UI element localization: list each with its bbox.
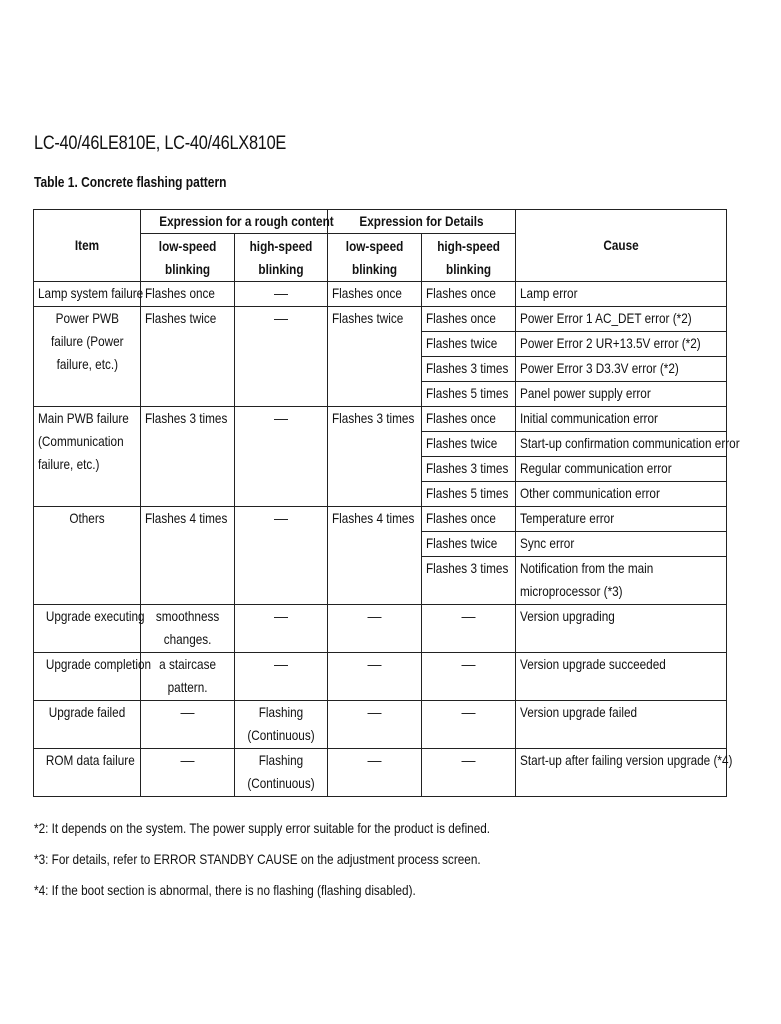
- detail-low-cell: Flashes once: [328, 282, 422, 307]
- footnotes: [34, 813, 577, 906]
- item-cell: ROM data failure: [34, 749, 141, 797]
- detail-high-cell: Flashes twice: [422, 332, 516, 357]
- item-cell: Power PWB failure (Power failure, etc.): [34, 307, 141, 407]
- item-cell: Others: [34, 507, 141, 605]
- detail-high-cell: Flashes 5 times: [422, 382, 516, 407]
- rough-high-cell: —: [235, 507, 328, 605]
- table-row: [34, 653, 727, 701]
- rough-low-cell: —: [141, 749, 235, 797]
- detail-high-cell: Flashes twice: [422, 432, 516, 457]
- cause-cell: Initial communication error: [516, 407, 727, 432]
- rough-high-cell: —: [235, 605, 328, 653]
- detail-low-cell: —: [328, 653, 422, 701]
- item-cell: Upgrade executing: [34, 605, 141, 653]
- table-row: [34, 307, 727, 332]
- table-row: [34, 282, 727, 307]
- detail-high-cell: Flashes once: [422, 507, 516, 532]
- rough-low-cell: Flashes 4 times: [141, 507, 235, 605]
- rough-high-cell: —: [235, 307, 328, 407]
- cause-cell: Sync error: [516, 532, 727, 557]
- header-details-high-speed: high-speed blinking: [422, 234, 516, 282]
- rough-low-cell: Flashes twice: [141, 307, 235, 407]
- rough-high-cell: —: [235, 653, 328, 701]
- item-cell: Lamp system failure: [34, 282, 141, 307]
- item-cell: Upgrade completion: [34, 653, 141, 701]
- cause-cell: Regular communication error: [516, 457, 727, 482]
- detail-high-cell: —: [422, 605, 516, 653]
- cause-cell: Temperature error: [516, 507, 727, 532]
- header-item: Item: [34, 210, 141, 282]
- detail-high-cell: Flashes twice: [422, 532, 516, 557]
- flashing-pattern-table: [33, 209, 740, 797]
- header-details-group: Expression for Details: [328, 210, 516, 234]
- detail-high-cell: Flashes 3 times: [422, 557, 516, 605]
- rough-high-cell: Flashing (Continuous): [235, 749, 328, 797]
- cause-cell: Start-up confirmation communication error: [516, 432, 727, 457]
- detail-low-cell: —: [328, 701, 422, 749]
- detail-high-cell: Flashes once: [422, 407, 516, 432]
- detail-high-cell: Flashes 3 times: [422, 457, 516, 482]
- detail-high-cell: Flashes once: [422, 282, 516, 307]
- rough-low-cell: smoothness changes.: [141, 605, 235, 653]
- rough-high-cell: —: [235, 407, 328, 507]
- rough-low-cell: Flashes once: [141, 282, 235, 307]
- detail-low-cell: —: [328, 749, 422, 797]
- header-rough-low-speed: low-speed blinking: [141, 234, 235, 282]
- detail-low-cell: Flashes 3 times: [328, 407, 422, 507]
- page-title: LC-40/46LE810E, LC-40/46LX810E: [34, 133, 287, 154]
- footnote: *3: For details, refer to ERROR STANDBY CAUSE on the adjustment process screen.: [34, 851, 481, 867]
- detail-high-cell: —: [422, 701, 516, 749]
- cause-cell: Start-up after failing version upgrade (*4): [516, 749, 727, 797]
- footnote: *4: If the boot section is abnormal, there is no flashing (flashing disabled).: [34, 882, 416, 898]
- cause-cell: Power Error 2 UR+13.5V error (*2): [516, 332, 727, 357]
- table-row: [34, 407, 727, 432]
- cause-cell: Panel power supply error: [516, 382, 727, 407]
- header-rough-group: Expression for a rough content: [141, 210, 328, 234]
- cause-cell: Version upgrade failed: [516, 701, 727, 749]
- header-details-low-speed: low-speed blinking: [328, 234, 422, 282]
- item-cell: Upgrade failed: [34, 701, 141, 749]
- header-cause: Cause: [516, 210, 727, 282]
- table-caption: Table 1. Concrete flashing pattern: [34, 174, 227, 191]
- table-row: [34, 701, 727, 749]
- rough-low-cell: —: [141, 701, 235, 749]
- detail-high-cell: Flashes 3 times: [422, 357, 516, 382]
- cause-cell: Power Error 3 D3.3V error (*2): [516, 357, 727, 382]
- cause-cell: Version upgrade succeeded: [516, 653, 727, 701]
- detail-high-cell: Flashes once: [422, 307, 516, 332]
- rough-high-cell: Flashing (Continuous): [235, 701, 328, 749]
- detail-low-cell: —: [328, 605, 422, 653]
- cause-cell: Power Error 1 AC_DET error (*2): [516, 307, 727, 332]
- detail-low-cell: Flashes twice: [328, 307, 422, 407]
- cause-cell: Lamp error: [516, 282, 727, 307]
- detail-high-cell: —: [422, 749, 516, 797]
- detail-high-cell: —: [422, 653, 516, 701]
- item-cell: Main PWB failure (Communication failure, etc.): [34, 407, 141, 507]
- rough-low-cell: a staircase pattern.: [141, 653, 235, 701]
- footnote: *2: It depends on the system. The power supply error suitable for the product is defined.: [34, 820, 491, 836]
- rough-low-cell: Flashes 3 times: [141, 407, 235, 507]
- detail-low-cell: Flashes 4 times: [328, 507, 422, 605]
- cause-cell: Version upgrading: [516, 605, 727, 653]
- rough-high-cell: —: [235, 282, 328, 307]
- cause-cell: Other communication error: [516, 482, 727, 507]
- detail-high-cell: Flashes 5 times: [422, 482, 516, 507]
- cause-cell: Notification from the main microprocessor (*3): [516, 557, 727, 605]
- table-row: [34, 605, 727, 653]
- header-rough-high-speed: high-speed blinking: [235, 234, 328, 282]
- table-row: [34, 749, 727, 797]
- table-row: [34, 507, 727, 532]
